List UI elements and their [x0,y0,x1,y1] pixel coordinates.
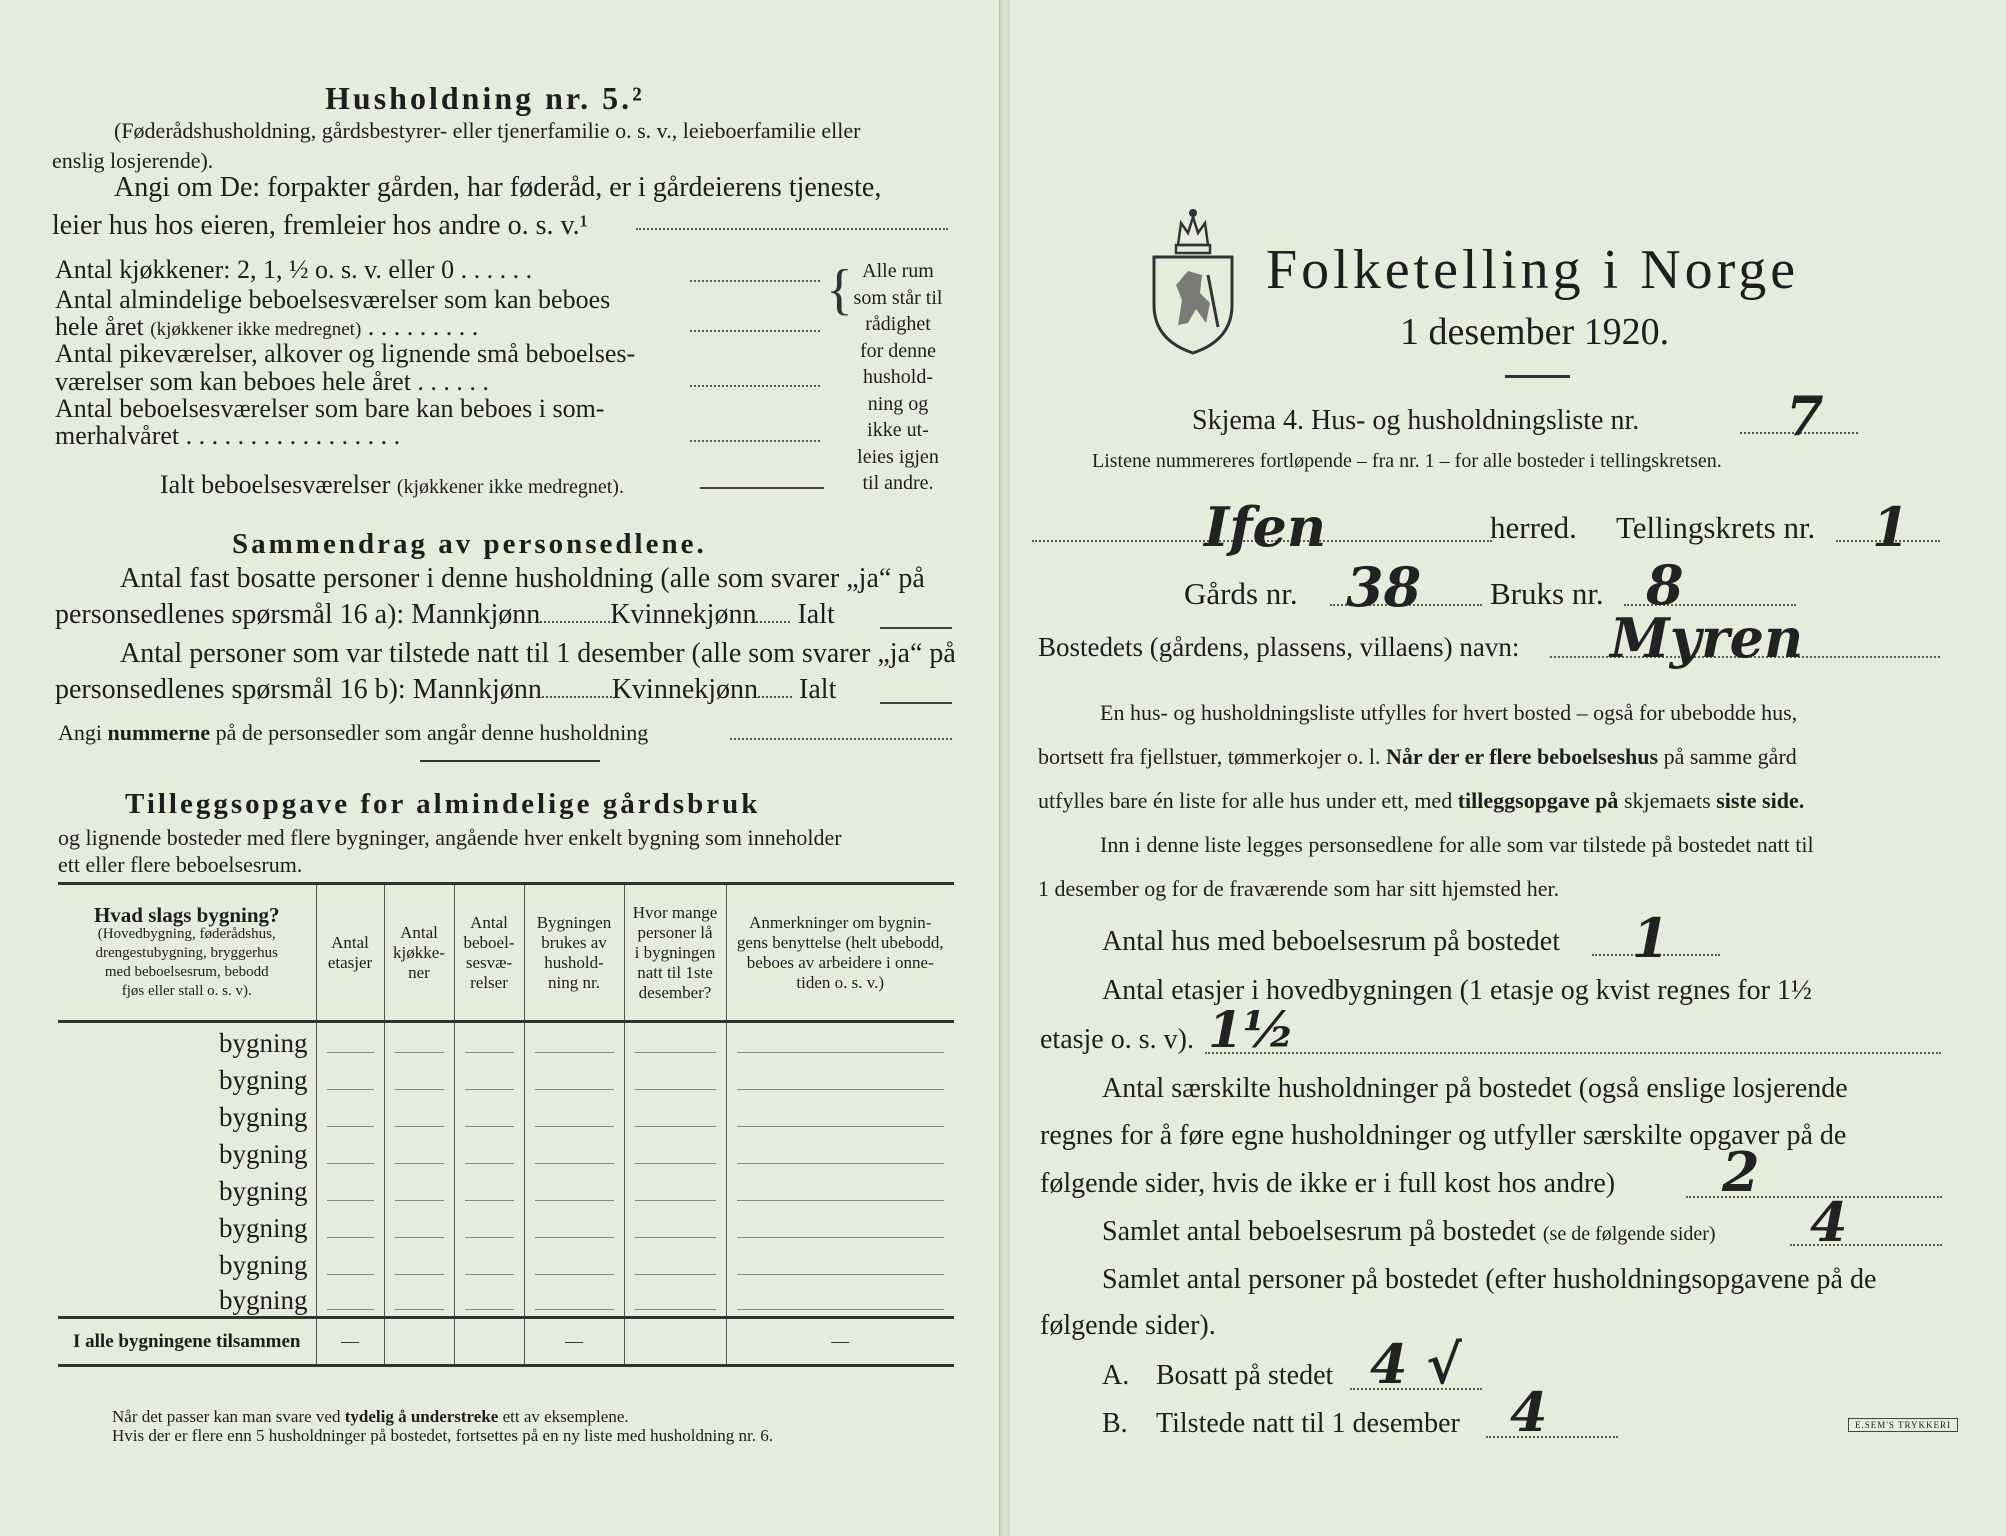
household-title: Husholdning nr. 5.² [325,80,645,116]
rooms-total-line [700,487,824,489]
title-divider [1505,375,1570,378]
col-household-no: Bygningen brukes av hushold- ning nr. [524,884,624,1022]
listene-note: Listene nummereres fortløpende – fra nr. 1 – for alle bosteder i tellingskretsen. [1092,450,1722,472]
table-row: bygning [58,1281,954,1318]
table-row: bygning [58,1244,954,1281]
bosted-label: Bostedets (gårdens, plassens, villaens) navn: [1038,632,1520,662]
household-question-2: leier hus hos eieren, fremleier hos andre o. s. v.¹ [52,210,589,241]
census-date: 1 desember 1920. [1400,311,1670,353]
b-line [1486,1436,1618,1438]
b-label: B. [1102,1408,1128,1439]
bruks-label: Bruks nr. [1490,576,1604,611]
a-text: Bosatt på stedet [1156,1360,1334,1391]
summary-numbers: Angi nummerne på de personsedler som angår denne husholdning [58,720,649,745]
household-desc-2: enslig losjerende). [52,148,214,173]
summary-q2-line: personsedlenes spørsmål 16 b): Mannkjønn Kvinnekjønn Ialt [55,674,837,705]
rooms-maid-cont: værelser som kan beboes hele året . . . . . . [55,367,489,396]
tellingskrets-value: 1 [1872,495,1910,559]
samlet-rum-value: 4 [1810,1190,1848,1254]
brace: { [826,259,853,321]
supplement-desc-2: ett eller flere beboelsesrum. [58,852,303,877]
herred-label: herred. [1490,510,1577,545]
household-answer-line [636,228,948,230]
info-line-3: utfylles bare én liste for alle hus under ett, med tilleggsopgave på skjemaets siste side. [1038,788,1805,813]
col-rooms: Antal beboel- sesvæ- relser [454,884,524,1022]
b-text: Tilstede natt til 1 desember [1156,1408,1460,1439]
right-page [1010,0,2006,1536]
etasjer-value: 1½ [1208,1000,1295,1059]
household-question-1: Angi om De: forpakter gården, har føderåd, er i gårdeierens tjeneste, [114,172,882,203]
summary-q1-total [880,627,952,629]
col-remarks: Anmerkninger om bygnin- gens benyttelse (helt ubebodd, beboes av arbeidere i onne- tiden o. s. v.) [726,884,954,1022]
herred-value: Ifen [1204,495,1327,559]
left-page [0,0,1000,1536]
info-line-4: Inn i denne liste legges personsedlene for alle som var tilstede på bostedet natt til [1100,832,1814,857]
samlet-rum-label: Samlet antal beboelsesrum på bostedet (se de følgende sider) [1102,1216,1716,1247]
a-value: 4 √ [1370,1332,1462,1396]
info-line-5: 1 desember og for de fraværende som har sitt hjemsted her. [1038,876,1560,901]
printer-stamp: E.SEM'S TRYKKERI [1848,1418,1958,1432]
sars-value: 2 [1722,1140,1760,1204]
sars-cont-2: følgende sider, hvis de ikke er i full kost hos andre) [1040,1168,1616,1199]
table-total-row: I alle bygningene tilsammen — — — [58,1318,954,1366]
samlet-pers-label: Samlet antal personer på bostedet (efter husholdningsopgavene på de [1102,1264,1877,1295]
col-building-type: Hvad slags bygning? (Hovedbygning, føderådshus, drengestubygning, bryggerhus med beboelsesrum, bebodd fjøs eller stall o. s. v). [58,884,316,1022]
info-line-1: En hus- og husholdningsliste utfylles for hvert bosted – også for ubebodde hus, [1100,700,1798,725]
rooms-summer-cont: merhalvåret . . . . . . . . . . . . . . . . . [55,421,401,450]
supplement-desc-1: og lignende bosteder med flere bygninger, angående hver enkelt bygning som inneholder [58,825,842,850]
rooms-summer: Antal beboelsesværelser som bare kan beboes i som- [55,394,605,423]
a-label: A. [1102,1360,1130,1391]
answer-line [690,330,820,332]
supplement-title: Tilleggsopgave for almindelige gårdsbruk [125,788,761,820]
summary-q1-line: personsedlenes spørsmål 16 a): Mannkjønn Kvinnekjønn Ialt [55,599,835,630]
table-row: bygning [58,1096,954,1133]
footnote-1: Når det passer kan man svare ved tydelig å understreke ett av eksemplene. [112,1407,629,1426]
coat-of-arms-icon [1148,205,1238,355]
table-row: bygning [58,1059,954,1096]
table-row: bygning [58,1133,954,1170]
rooms-kitchens: Antal kjøkkener: 2, 1, ½ o. s. v. eller 0 . . . . . . [55,255,533,284]
hus-label: Antal hus med beboelsesrum på bostedet [1102,926,1561,957]
answer-line [690,385,820,387]
col-persons: Hvor mange personer lå i bygningen natt til 1ste desember? [624,884,726,1022]
etasjer-label: Antal etasjer i hovedbygningen (1 etasje og kvist regnes for 1½ [1102,975,1812,1006]
bosted-value: Myren [1610,606,1804,670]
tellingskrets-label: Tellingskrets nr. [1616,510,1816,545]
info-line-2: bortsett fra fjellstuer, tømmerkojer o. l. Når der er flere beboelseshus på samme gård [1038,744,1797,769]
answer-line [690,440,820,442]
census-title: Folketelling i Norge [1266,239,1800,301]
summary-numbers-line [730,738,952,740]
sars-label: Antal særskilte husholdninger på bostedet (også enslige losjerende [1102,1073,1848,1104]
gards-label: Gårds nr. [1184,576,1298,611]
footnote-2: Hvis der er flere enn 5 husholdninger på bostedet, fortsettes på en ny liste med husholdning nr. 6. [112,1426,773,1445]
gards-value: 38 [1346,555,1422,619]
b-value: 4 [1510,1380,1548,1444]
rooms-maid: Antal pikeværelser, alkover og lignende små beboelses- [55,339,636,368]
summary-title: Sammendrag av personsedlene. [232,528,707,560]
summary-q2: Antal personer som var tilstede natt til 1 desember (alle som svarer „ja“ på [120,638,956,669]
rooms-ordinary: Antal almindelige beboelsesværelser som kan beboes [55,285,611,314]
etasjer-line [1205,1052,1941,1054]
divider [420,760,600,762]
rooms-total: Ialt beboelsesværelser (kjøkkener ikke medregnet). [160,470,624,499]
etasjer-cont: etasje o. s. v). [1040,1024,1194,1055]
household-desc-1: (Føderådshusholdning, gårdsbestyrer- eller tjenerfamilie o. s. v., leieboerfamilie eller [114,118,861,143]
bruks-value: 8 [1646,553,1684,617]
col-floors: Antal etasjer [316,884,384,1022]
table-row: bygning [58,1207,954,1244]
summary-q1: Antal fast bosatte personer i denne husholdning (alle som svarer „ja“ på [120,563,925,594]
table-row: bygning [58,1022,954,1059]
skjema-label: Skjema 4. Hus- og husholdningsliste nr. [1192,405,1640,436]
samlet-pers-cont: følgende sider). [1040,1310,1216,1341]
col-kitchens: Antal kjøkke- ner [384,884,454,1022]
hus-value: 1 [1632,906,1670,970]
skjema-value: 7 [1786,384,1824,448]
side-note: Alle rum som står til rådighet for denne hushold- ning og ikke ut- leies igjen til andre. [853,260,943,494]
rooms-ordinary-cont: hele året (kjøkkener ikke medregnet) . . . . . . . . . [55,312,479,341]
summary-q2-total [880,702,952,704]
answer-line [690,280,820,282]
sars-cont-1: regnes for å føre egne husholdninger og utfyller særskilte opgaver på de [1040,1120,1847,1151]
table-row: bygning [58,1170,954,1207]
building-table [58,882,954,1367]
